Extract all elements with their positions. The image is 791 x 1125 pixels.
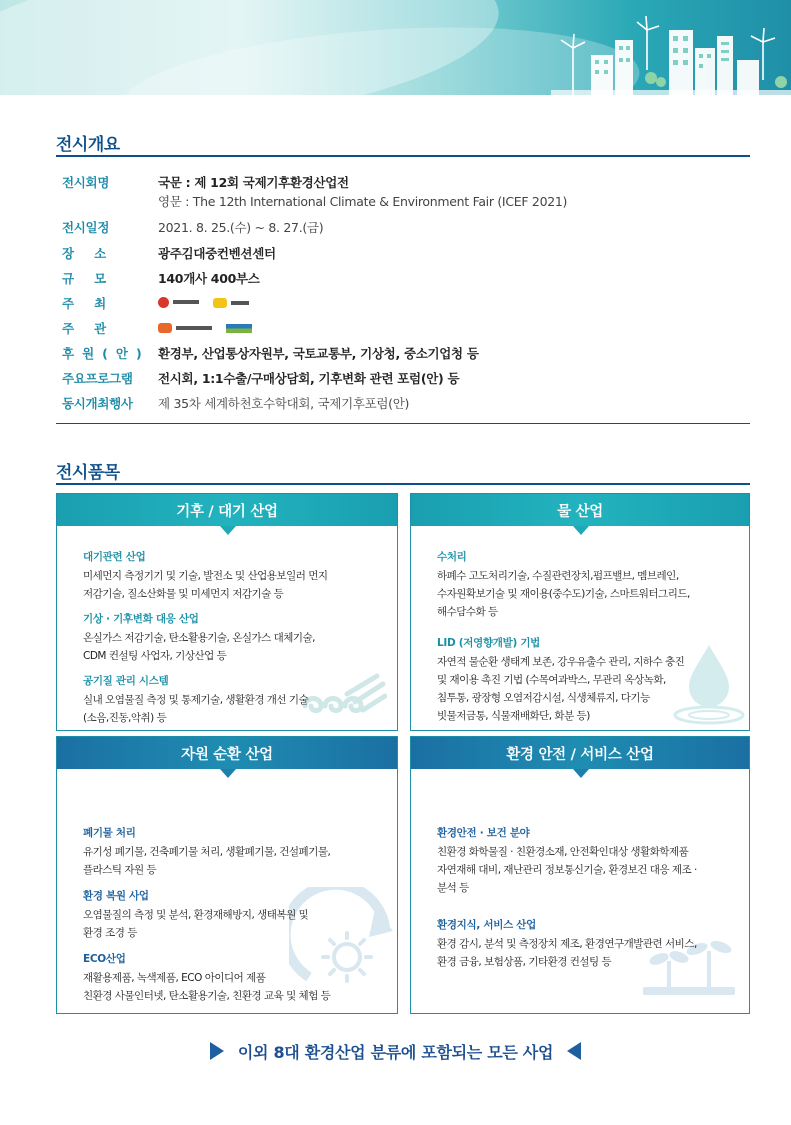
header-banner bbox=[0, 0, 791, 95]
overview-row-programs bbox=[62, 367, 742, 389]
item-line: 환경 조경 등 bbox=[83, 927, 137, 939]
group-lid bbox=[437, 635, 731, 725]
box-title-water: 물 산업 bbox=[411, 494, 749, 526]
gwangju-city-logo bbox=[158, 297, 199, 308]
group-restoration bbox=[83, 888, 379, 942]
item-line: 오염물질의 측정 및 분석, 환경재해방지, 생태복원 및 bbox=[83, 909, 309, 921]
group-waste bbox=[83, 825, 379, 879]
value-venue: 광주김대중컨벤션센터 bbox=[158, 246, 276, 261]
group-water-treatment bbox=[437, 549, 731, 621]
group-air-quality bbox=[83, 673, 379, 727]
item-line: 침투통, 광장형 오염저감시설, 식생체류지, 다기능 bbox=[437, 692, 650, 704]
category-box-resource-circulation bbox=[56, 736, 398, 1014]
overview-row-host bbox=[62, 292, 742, 314]
value-english-name: 영문 : The 12th International Climate & Environment Fair (ICEF 2021) bbox=[158, 194, 568, 209]
overview-row-sponsor bbox=[62, 342, 742, 364]
overview-title-underline bbox=[56, 155, 750, 157]
category-label: 대기관련 산업 bbox=[83, 551, 146, 563]
overview-row-venue bbox=[62, 242, 742, 264]
label-sponsor: 후원(안) bbox=[62, 346, 150, 361]
item-line: 재활용제품, 녹색제품, ECO 아이디어 제품 bbox=[83, 972, 266, 984]
category-box-water bbox=[410, 493, 750, 731]
label-programs: 주요프로그램 bbox=[62, 371, 133, 386]
box-title-safety-service: 환경 안전 / 서비스 산업 bbox=[411, 737, 749, 769]
item-line: 자연재해 대비, 재난관리 정보통신기술, 환경보건 대응 제조 · bbox=[437, 864, 697, 876]
overview-bottom-rule bbox=[56, 423, 750, 424]
label-concurrent: 동시개최행사 bbox=[62, 396, 133, 411]
keiti-logo bbox=[226, 324, 252, 333]
group-knowledge-service bbox=[437, 917, 731, 971]
label-host: 주최 bbox=[62, 296, 127, 311]
label-scale: 규모 bbox=[62, 271, 127, 286]
item-line: (소음,진동,악취) 등 bbox=[83, 712, 167, 724]
item-line: 플라스틱 자원 등 bbox=[83, 864, 157, 876]
item-line: 수자원확보기술 및 재이용(중수도)기술, 스마트워터그리드, bbox=[437, 588, 690, 600]
value-korean-name: 국문 : 제 12회 국제기후환경산업전 bbox=[158, 175, 349, 190]
item-line: 하폐수 고도처리기술, 수질관련장치,펌프밸브, 멤브레인, bbox=[437, 570, 679, 582]
kdj-center-logo bbox=[158, 323, 212, 333]
item-line: 저감기술, 질소산화물 및 미세먼지 저감기술 등 bbox=[83, 588, 284, 600]
category-label: LID (저영향개발) 기법 bbox=[437, 637, 541, 649]
footer-text: 이외 8대 환경산업 분류에 포함되는 모든 사업 bbox=[237, 1042, 554, 1062]
box-title-resource-circulation: 자원 순환 산업 bbox=[57, 737, 397, 769]
group-air-industry bbox=[83, 549, 379, 603]
category-label: 폐기물 처리 bbox=[83, 827, 136, 839]
label-exhibition-name: 전시회명 bbox=[62, 175, 110, 190]
category-label: 공기질 관리 시스템 bbox=[83, 675, 169, 687]
item-line: 분석 등 bbox=[437, 882, 469, 894]
items-section-title: 전시품목 bbox=[56, 463, 120, 483]
item-line: 자연적 물순환 생태계 보존, 강우유출수 관리, 지하수 충진 bbox=[437, 656, 685, 668]
label-venue: 장소 bbox=[62, 246, 127, 261]
group-eco bbox=[83, 951, 379, 1005]
left-triangle-icon bbox=[567, 1042, 581, 1060]
category-label: 환경 복원 사업 bbox=[83, 890, 149, 902]
box-notch bbox=[573, 526, 589, 535]
footer-banner bbox=[0, 1038, 791, 1064]
value-programs: 전시회, 1:1수출/구매상담회, 기후변화 관련 포럼(안) 등 bbox=[158, 371, 460, 386]
category-label: 수처리 bbox=[437, 551, 467, 563]
value-scale: 140개사 400부스 bbox=[158, 271, 260, 286]
item-line: 빗물저금통, 식물재배화단, 화분 등) bbox=[437, 710, 590, 722]
green-city-illustration bbox=[551, 0, 791, 95]
item-line: 친환경 사물인터넷, 탄소활용기술, 친환경 교육 및 체험 등 bbox=[83, 990, 331, 1002]
value-schedule: 2021. 8. 25.(수) ~ 8. 27.(금) bbox=[158, 220, 324, 235]
overview-row-schedule bbox=[62, 216, 742, 238]
item-line: 유기성 폐기물, 건축폐기물 처리, 생활폐기물, 건설폐기물, bbox=[83, 846, 331, 858]
overview-row-concurrent bbox=[62, 392, 742, 414]
overview-row-organizer bbox=[62, 317, 742, 339]
item-line: 실내 오염물질 측정 및 통제기술, 생활환경 개선 기술 bbox=[83, 694, 309, 706]
category-box-safety-service bbox=[410, 736, 750, 1014]
item-line: 환경 감시, 분석 및 측정장치 제조, 환경연구개발관련 서비스, bbox=[437, 938, 697, 950]
item-line: 온실가스 저감기술, 탄소활용기술, 온실가스 대체기술, bbox=[83, 632, 316, 644]
group-safety-health bbox=[437, 825, 731, 897]
item-line: CDM 컨설팅 사업자, 기상산업 등 bbox=[83, 650, 227, 662]
box-notch bbox=[220, 526, 236, 535]
category-label: 기상 · 기후변화 대응 산업 bbox=[83, 613, 199, 625]
item-line: 및 재이용 촉진 기법 (수목여과박스, 무관리 옥상녹화, bbox=[437, 674, 666, 686]
category-label: ECO산업 bbox=[83, 953, 126, 965]
value-concurrent: 제 35차 세계하천호수학대회, 국제기후포럼(안) bbox=[158, 396, 410, 411]
overview-row-scale bbox=[62, 267, 742, 289]
group-climate-change bbox=[83, 611, 379, 665]
box-notch bbox=[220, 769, 236, 778]
gwangju-logo-2 bbox=[213, 298, 249, 308]
value-sponsor: 환경부, 산업통상자원부, 국토교통부, 기상청, 중소기업청 등 bbox=[158, 346, 479, 361]
item-line: 친환경 화학물질 · 친환경소재, 안전확인대상 생활화학제품 bbox=[437, 846, 689, 858]
box-title-climate-air: 기후 / 대기 산업 bbox=[57, 494, 397, 526]
items-title-underline bbox=[56, 483, 750, 485]
category-box-climate-air bbox=[56, 493, 398, 731]
box-notch bbox=[573, 769, 589, 778]
label-schedule: 전시일정 bbox=[62, 220, 110, 235]
overview-section-title: 전시개요 bbox=[56, 135, 120, 155]
item-line: 해수담수화 등 bbox=[437, 606, 498, 618]
item-line: 미세먼지 측정기기 및 기술, 발전소 및 산업용보일러 먼지 bbox=[83, 570, 328, 582]
category-label: 환경안전 · 보건 분야 bbox=[437, 827, 530, 839]
label-organizer: 주관 bbox=[62, 321, 127, 336]
category-label: 환경지식, 서비스 산업 bbox=[437, 919, 536, 931]
item-line: 환경 금융, 보험상품, 기타환경 컨설팅 등 bbox=[437, 956, 612, 968]
overview-row-name-english bbox=[62, 190, 742, 212]
right-triangle-icon bbox=[210, 1042, 224, 1060]
